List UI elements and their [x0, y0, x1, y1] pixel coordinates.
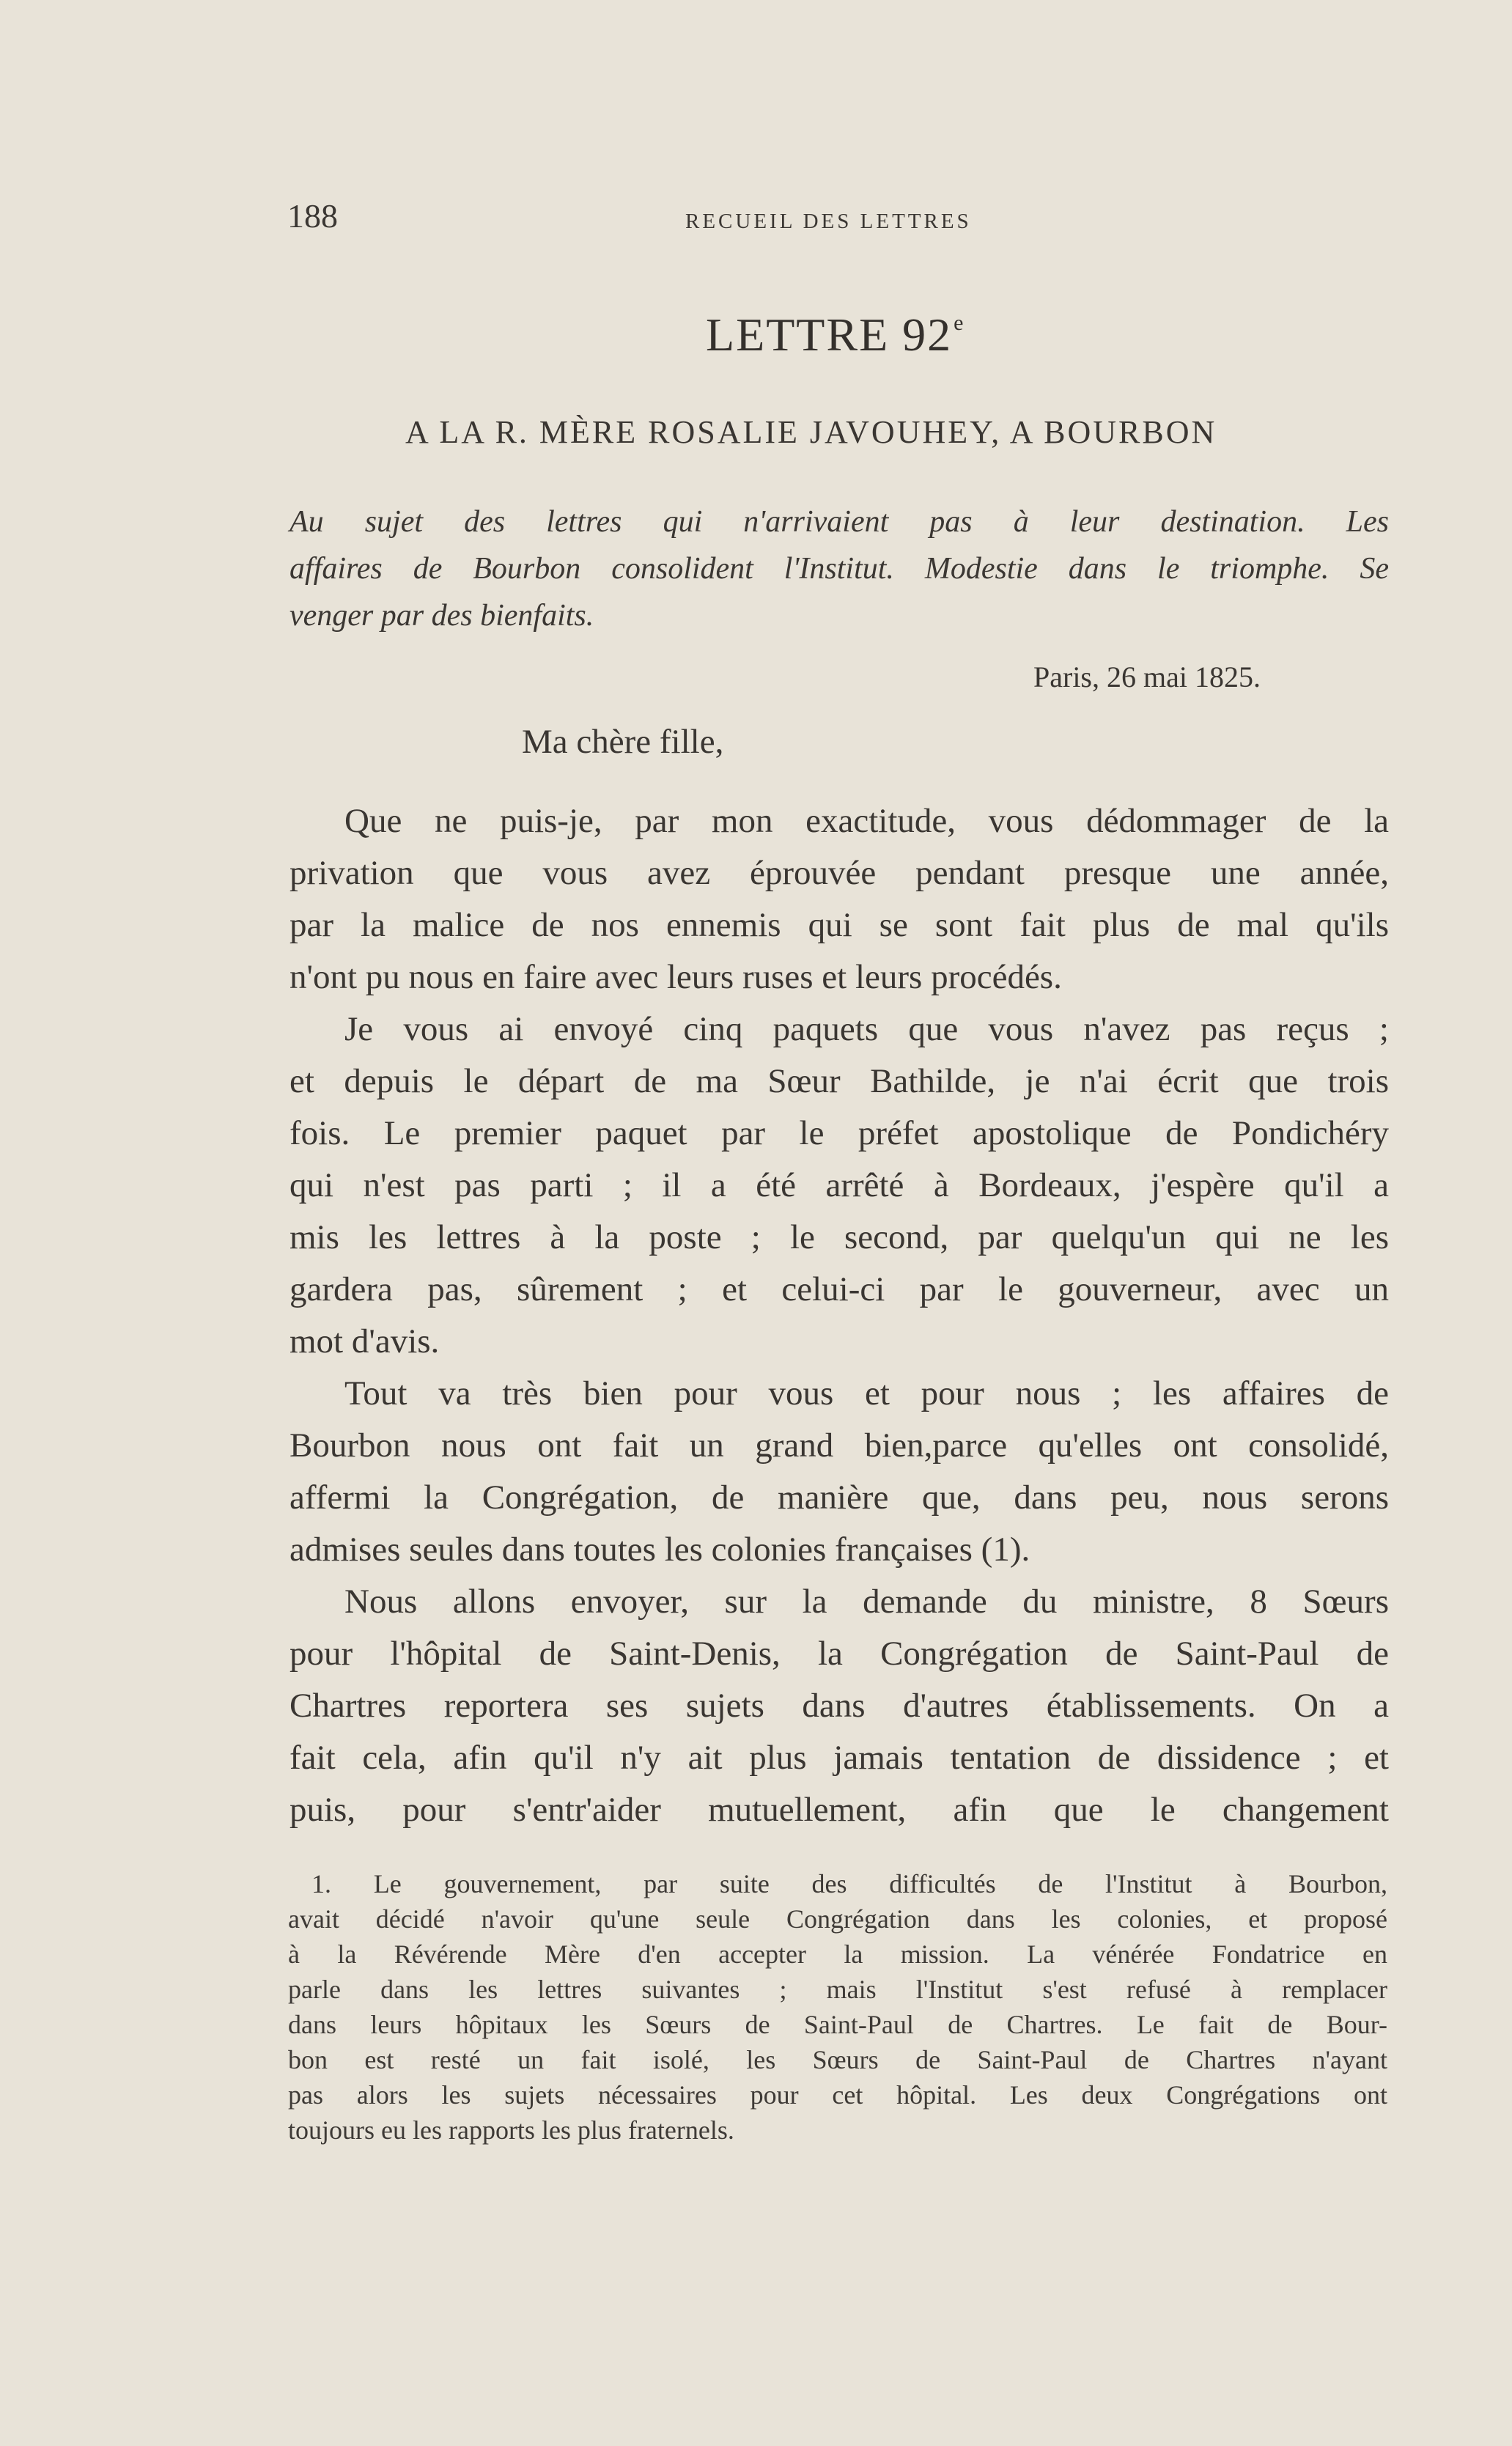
body-line: puis, pour s'entr'aider mutuellement, afin que le changement: [290, 1791, 1389, 1829]
summary-line: venger par des bienfaits.: [290, 599, 594, 633]
body-line: Que ne puis-je, par mon exactitude, vous dédommager de la: [344, 802, 1389, 840]
footnote-line: à la Révérende Mère d'en accepter la mission. La vénérée Fondatrice en: [288, 1940, 1387, 1969]
body-line: qui n'est pas parti ; il a été arrêté à Bordeaux, j'espère qu'il a: [290, 1166, 1389, 1204]
footnote-line: toujours eu les rapports les plus fraternels.: [288, 2115, 734, 2145]
body-line: Tout va très bien pour vous et pour nous ; les affaires de: [344, 1374, 1389, 1412]
letter-body: [290, 795, 1389, 1836]
footnote: [288, 1866, 1387, 2148]
body-line: Nous allons envoyer, sur la demande du ministre, 8 Sœurs: [344, 1583, 1389, 1621]
body-line: mot d'avis.: [290, 1322, 440, 1360]
body-line: privation que vous avez éprouvée pendant presque une année,: [290, 854, 1389, 892]
body-line: affermi la Congrégation, de manière que, dans peu, nous serons: [290, 1478, 1389, 1517]
body-line: gardera pas, sûrement ; et celui-ci par le gouverneur, avec un: [290, 1270, 1389, 1308]
letter-title-text: LETTRE 92: [706, 309, 953, 361]
running-head: [287, 196, 1387, 248]
footnote-line: parle dans les lettres suivantes ; mais l'Institut s'est refusé à remplacer: [288, 1975, 1387, 2004]
body-line: Bourbon nous ont fait un grand bien,parce qu'elles ont consolidé,: [290, 1426, 1389, 1465]
footnote-line: 1. Le gouvernement, par suite des difficultés de l'Institut à Bourbon,: [311, 1869, 1387, 1898]
footnote-line: dans leurs hôpitaux les Sœurs de Saint-Paul de Chartres. Le fait de Bour-: [288, 2010, 1387, 2039]
page-number: 188: [287, 197, 338, 235]
salutation: Ma chère fille,: [522, 723, 724, 761]
letter-title-ordinal: e: [954, 311, 965, 335]
footnote-line: pas alors les sujets nécessaires pour cet hôpital. Les deux Congrégations ont: [288, 2080, 1387, 2110]
body-line: mis les lettres à la poste ; le second, par quelqu'un qui ne les: [290, 1218, 1389, 1256]
body-line: fait cela, afin qu'il n'y ait plus jamais tentation de dissidence ; et: [290, 1739, 1389, 1777]
running-title: RECUEIL DES LETTRES: [685, 210, 972, 233]
summary-line: Au sujet des lettres qui n'arrivaient pas à leur destination. Les: [290, 505, 1389, 539]
body-line: admises seules dans toutes les colonies françaises (1).: [290, 1530, 1030, 1569]
letter-summary: [290, 498, 1389, 639]
body-line: et depuis le départ de ma Sœur Bathilde, je n'ai écrit que trois: [290, 1062, 1389, 1100]
dateline: Paris, 26 mai 1825.: [1033, 660, 1261, 693]
body-line: Je vous ai envoyé cinq paquets que vous n'avez pas reçus ;: [344, 1010, 1389, 1048]
footnote-line: bon est resté un fait isolé, les Sœurs de Saint-Paul de Chartres n'ayant: [288, 2045, 1387, 2074]
body-line: Chartres reportera ses sujets dans d'autres établissements. On a: [290, 1687, 1389, 1725]
body-line: fois. Le premier paquet par le préfet apostolique de Pondichéry: [290, 1114, 1389, 1152]
body-line: n'ont pu nous en faire avec leurs ruses et leurs procédés.: [290, 958, 1062, 996]
letter-title: [706, 308, 965, 362]
body-line: pour l'hôpital de Saint-Denis, la Congrégation de Saint-Paul de: [290, 1635, 1389, 1673]
footnote-line: avait décidé n'avoir qu'une seule Congrégation dans les colonies, et proposé: [288, 1904, 1387, 1934]
summary-line: affaires de Bourbon consolident l'Institut. Modestie dans le triomphe. Se: [290, 552, 1389, 586]
letter-recipient: A LA R. MÈRE ROSALIE JAVOUHEY, A BOURBON: [405, 414, 1217, 450]
body-line: par la malice de nos ennemis qui se sont fait plus de mal qu'ils: [290, 906, 1389, 944]
